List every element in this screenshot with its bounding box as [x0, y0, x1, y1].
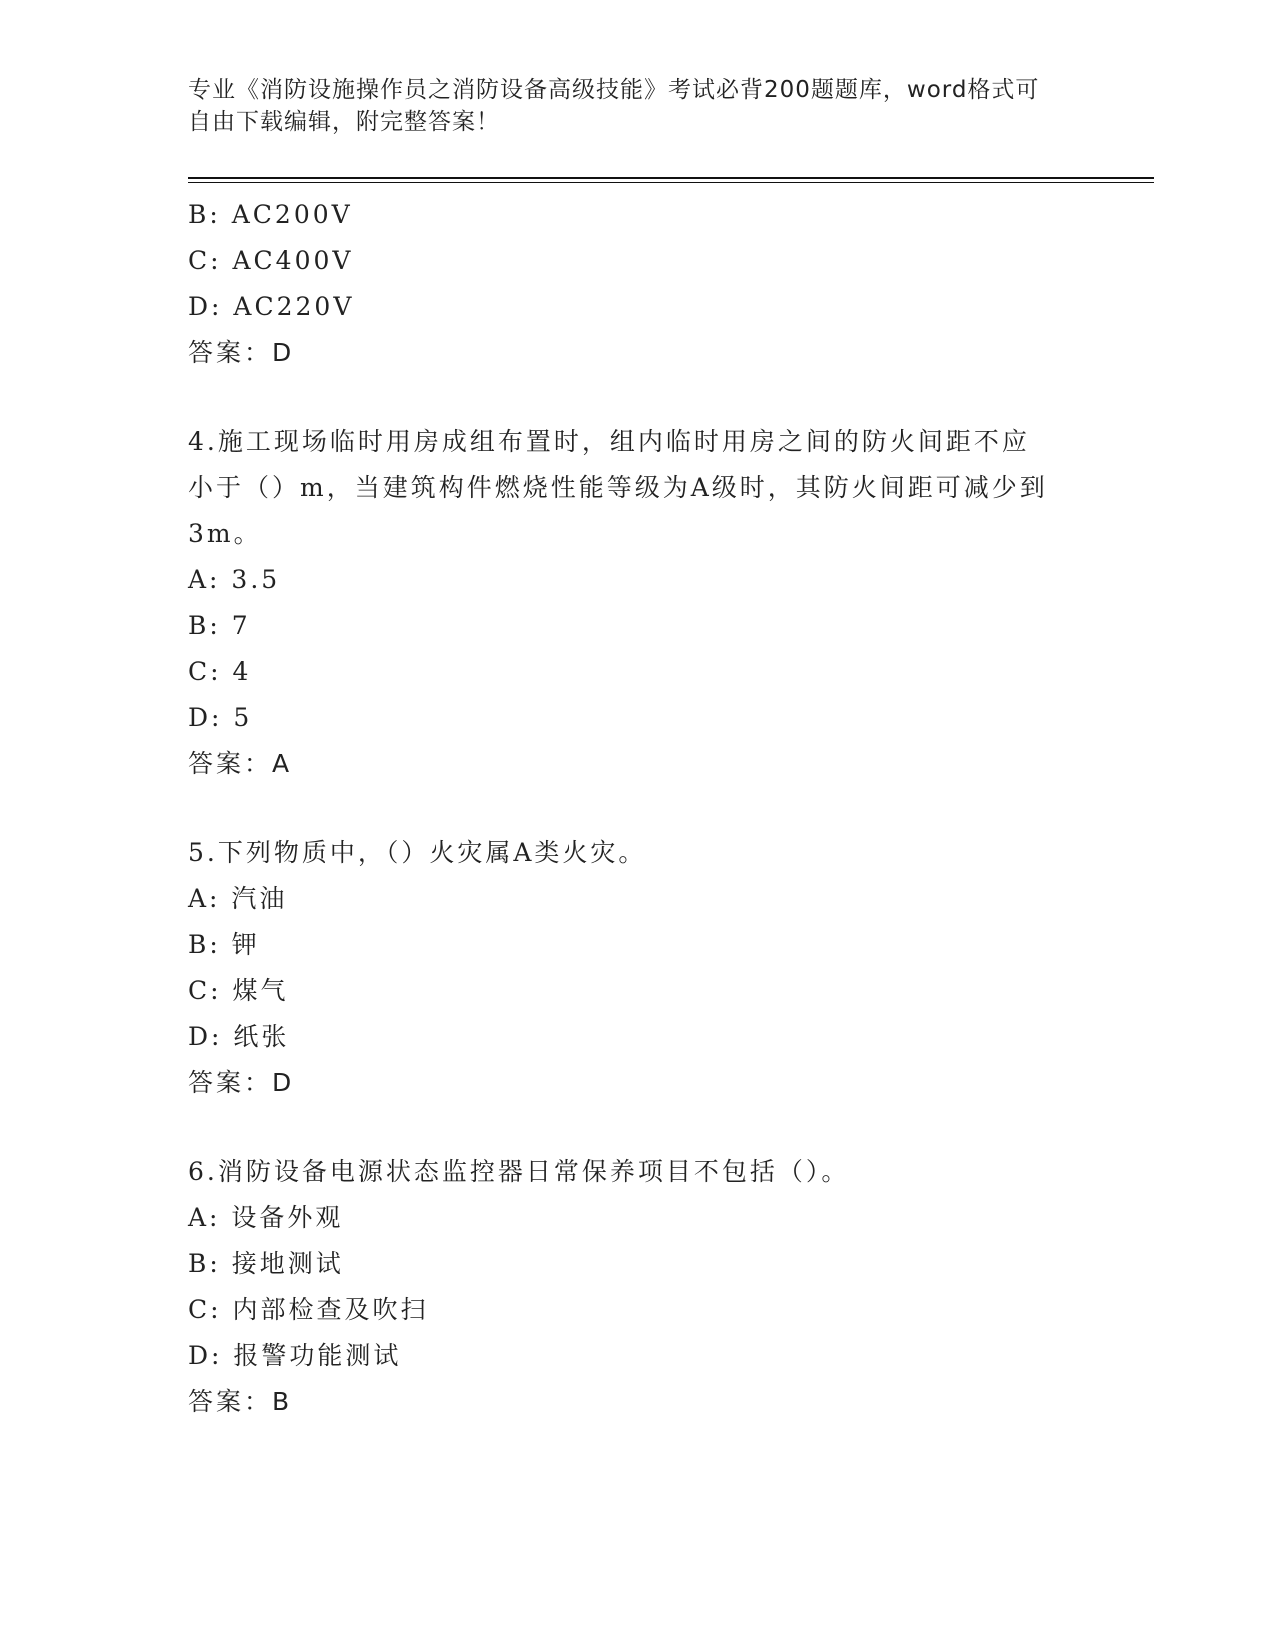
header-line-1: 专业《消防设施操作员之消防设备高级技能》考试必背200题题库，word格式可: [188, 77, 1040, 103]
answer: 答案：B: [188, 1387, 293, 1416]
answer: 答案：D: [188, 338, 295, 367]
spacer: [188, 1106, 1088, 1149]
option-c: C: AC400V: [188, 246, 354, 275]
header-rule-thin: [188, 182, 1154, 183]
option-b: B: 7: [188, 611, 251, 640]
question-stem-line: 小于（）m，当建筑构件燃烧性能等级为A级时，其防火间距可减少到: [188, 473, 1048, 502]
question-stem-line: 6.消防设备电源状态监控器日常保养项目不包括（）。: [188, 1157, 850, 1186]
option-d: D: 报警功能测试: [188, 1341, 402, 1370]
spacer: [188, 787, 1088, 830]
question-6: [188, 1149, 1088, 1425]
question-3: [188, 192, 1088, 376]
question-5: [188, 830, 1088, 1106]
option-a: A: 汽油: [188, 884, 288, 913]
question-4: [188, 419, 1088, 787]
header-line-2: 自由下载编辑，附完整答案！: [188, 109, 500, 135]
option-c: C: 煤气: [188, 976, 289, 1005]
option-c: C: 内部检查及吹扫: [188, 1295, 429, 1324]
option-b: B: 接地测试: [188, 1249, 344, 1278]
question-stem-line: 5.下列物质中，（）火灾属A类火灾。: [188, 838, 647, 867]
option-a: A: 设备外观: [188, 1203, 344, 1232]
option-d: D: 纸张: [188, 1022, 290, 1051]
answer: 答案：A: [188, 749, 293, 778]
spacer: [188, 376, 1088, 419]
question-stem-line: 4.施工现场临时用房成组布置时，组内临时用房之间的防火间距不应: [188, 427, 1030, 456]
option-d: D: AC220V: [188, 292, 355, 321]
header-rule-thick: [188, 177, 1154, 179]
question-list: [188, 192, 1088, 1425]
option-a: A: 3.5: [188, 565, 281, 594]
question-stem-line: 3m。: [188, 519, 262, 548]
option-d: D: 5: [188, 703, 253, 732]
option-c: C: 4: [188, 657, 252, 686]
document-header: [188, 74, 1088, 138]
option-b: B: AC200V: [188, 200, 353, 229]
option-b: B: 钾: [188, 930, 260, 959]
answer: 答案：D: [188, 1068, 295, 1097]
